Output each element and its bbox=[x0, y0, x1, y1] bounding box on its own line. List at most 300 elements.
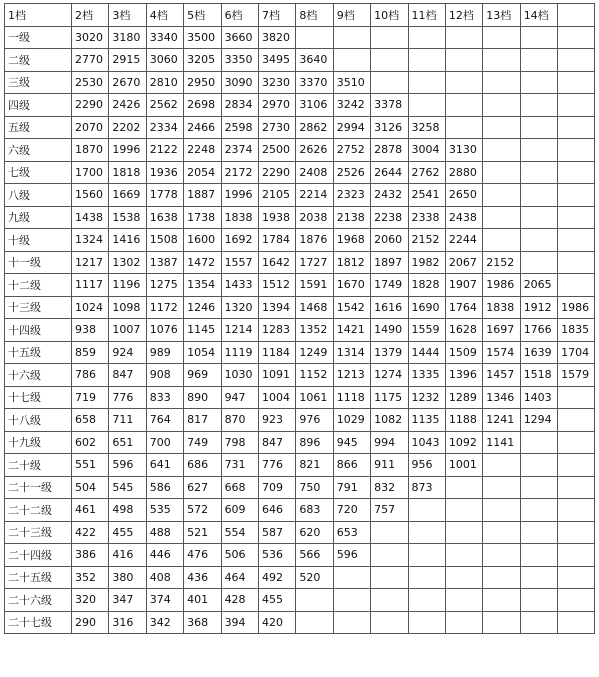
table-cell: 596 bbox=[109, 454, 146, 477]
table-cell: 2880 bbox=[445, 161, 482, 184]
table-cell: 1135 bbox=[408, 409, 445, 432]
table-cell: 1600 bbox=[184, 229, 221, 252]
table-cell bbox=[520, 431, 557, 454]
table-cell: 1876 bbox=[296, 229, 333, 252]
header-cell: 5档 bbox=[184, 4, 221, 27]
table-cell bbox=[483, 454, 520, 477]
table-cell: 2862 bbox=[296, 116, 333, 139]
table-cell bbox=[520, 589, 557, 612]
table-cell bbox=[483, 161, 520, 184]
table-cell bbox=[408, 544, 445, 567]
table-cell: 3378 bbox=[371, 94, 408, 117]
table-row bbox=[5, 454, 595, 477]
table-cell: 1669 bbox=[109, 184, 146, 207]
table-cell: 1354 bbox=[184, 274, 221, 297]
table-cell: 408 bbox=[146, 566, 183, 589]
table-cell bbox=[520, 49, 557, 72]
table-cell: 587 bbox=[258, 521, 295, 544]
header-cell: 11档 bbox=[408, 4, 445, 27]
table-cell: 1324 bbox=[72, 229, 109, 252]
table-row bbox=[5, 611, 595, 634]
table-cell bbox=[483, 499, 520, 522]
table-cell: 873 bbox=[408, 476, 445, 499]
table-cell bbox=[520, 161, 557, 184]
grade-label: 十二级 bbox=[5, 274, 72, 297]
table-row bbox=[5, 476, 595, 499]
table-cell: 1835 bbox=[558, 319, 595, 342]
table-cell: 3180 bbox=[109, 26, 146, 49]
table-row bbox=[5, 589, 595, 612]
table-cell: 1638 bbox=[146, 206, 183, 229]
table-cell: 956 bbox=[408, 454, 445, 477]
table-cell: 1509 bbox=[445, 341, 482, 364]
table-cell: 2950 bbox=[184, 71, 221, 94]
table-cell: 908 bbox=[146, 364, 183, 387]
table-cell: 498 bbox=[109, 499, 146, 522]
table-cell bbox=[296, 589, 333, 612]
table-row bbox=[5, 409, 595, 432]
table-cell: 2562 bbox=[146, 94, 183, 117]
table-cell bbox=[558, 611, 595, 634]
table-cell: 1294 bbox=[520, 409, 557, 432]
table-cell bbox=[333, 589, 370, 612]
table-cell: 719 bbox=[72, 386, 109, 409]
table-cell: 464 bbox=[221, 566, 258, 589]
table-cell: 476 bbox=[184, 544, 221, 567]
table-cell: 1007 bbox=[109, 319, 146, 342]
table-cell: 3242 bbox=[333, 94, 370, 117]
table-cell: 870 bbox=[221, 409, 258, 432]
table-row bbox=[5, 364, 595, 387]
table-cell: 1030 bbox=[221, 364, 258, 387]
table-cell bbox=[483, 139, 520, 162]
grade-label: 十八级 bbox=[5, 409, 72, 432]
grade-label: 三级 bbox=[5, 71, 72, 94]
table-cell: 731 bbox=[221, 454, 258, 477]
table-row bbox=[5, 521, 595, 544]
table-cell: 2432 bbox=[371, 184, 408, 207]
table-cell bbox=[296, 611, 333, 634]
table-cell bbox=[558, 71, 595, 94]
table-cell: 646 bbox=[258, 499, 295, 522]
table-cell: 1616 bbox=[371, 296, 408, 319]
table-cell: 938 bbox=[72, 319, 109, 342]
table-cell: 1175 bbox=[371, 386, 408, 409]
table-cell bbox=[520, 476, 557, 499]
table-cell: 394 bbox=[221, 611, 258, 634]
table-cell: 1403 bbox=[520, 386, 557, 409]
table-cell: 2915 bbox=[109, 49, 146, 72]
table-cell: 320 bbox=[72, 589, 109, 612]
grade-label: 十级 bbox=[5, 229, 72, 252]
table-row bbox=[5, 296, 595, 319]
table-cell: 859 bbox=[72, 341, 109, 364]
table-cell: 989 bbox=[146, 341, 183, 364]
table-cell bbox=[408, 566, 445, 589]
table-cell: 1043 bbox=[408, 431, 445, 454]
table-cell: 1542 bbox=[333, 296, 370, 319]
table-cell: 750 bbox=[296, 476, 333, 499]
table-cell bbox=[445, 544, 482, 567]
table-cell: 1912 bbox=[520, 296, 557, 319]
table-cell: 488 bbox=[146, 521, 183, 544]
table-cell: 1196 bbox=[109, 274, 146, 297]
grade-label: 二十五级 bbox=[5, 566, 72, 589]
table-cell: 342 bbox=[146, 611, 183, 634]
table-cell: 1054 bbox=[184, 341, 221, 364]
table-cell bbox=[520, 94, 557, 117]
table-cell: 2323 bbox=[333, 184, 370, 207]
table-cell bbox=[408, 49, 445, 72]
table-cell bbox=[558, 499, 595, 522]
table-cell bbox=[333, 566, 370, 589]
table-cell: 683 bbox=[296, 499, 333, 522]
table-cell: 3004 bbox=[408, 139, 445, 162]
table-cell: 3495 bbox=[258, 49, 295, 72]
table-cell bbox=[445, 26, 482, 49]
table-cell bbox=[371, 566, 408, 589]
table-cell bbox=[408, 499, 445, 522]
table-cell: 641 bbox=[146, 454, 183, 477]
table-cell: 1283 bbox=[258, 319, 295, 342]
table-cell: 1217 bbox=[72, 251, 109, 274]
table-cell bbox=[483, 476, 520, 499]
table-row bbox=[5, 544, 595, 567]
table-cell: 2752 bbox=[333, 139, 370, 162]
table-cell: 1118 bbox=[333, 386, 370, 409]
header-cell: 2档 bbox=[72, 4, 109, 27]
salary-grade-table bbox=[4, 3, 595, 634]
table-row bbox=[5, 274, 595, 297]
table-cell bbox=[371, 71, 408, 94]
table-cell: 1670 bbox=[333, 274, 370, 297]
table-cell: 1172 bbox=[146, 296, 183, 319]
table-cell: 1938 bbox=[258, 206, 295, 229]
grade-label: 十四级 bbox=[5, 319, 72, 342]
header-cell: 7档 bbox=[258, 4, 295, 27]
table-cell: 3126 bbox=[371, 116, 408, 139]
table-cell: 1241 bbox=[483, 409, 520, 432]
table-cell bbox=[520, 544, 557, 567]
table-cell: 2038 bbox=[296, 206, 333, 229]
table-cell bbox=[371, 26, 408, 49]
table-cell bbox=[408, 521, 445, 544]
table-cell: 1738 bbox=[184, 206, 221, 229]
table-cell: 1335 bbox=[408, 364, 445, 387]
table-cell: 506 bbox=[221, 544, 258, 567]
table-cell: 1396 bbox=[445, 364, 482, 387]
table-cell: 2408 bbox=[296, 161, 333, 184]
table-cell: 1061 bbox=[296, 386, 333, 409]
table-cell: 521 bbox=[184, 521, 221, 544]
grade-label: 二十七级 bbox=[5, 611, 72, 634]
table-cell: 2248 bbox=[184, 139, 221, 162]
table-cell: 2070 bbox=[72, 116, 109, 139]
table-cell: 3820 bbox=[258, 26, 295, 49]
table-cell: 572 bbox=[184, 499, 221, 522]
table-cell: 1818 bbox=[109, 161, 146, 184]
table-cell: 1812 bbox=[333, 251, 370, 274]
table-cell: 3205 bbox=[184, 49, 221, 72]
table-cell: 290 bbox=[72, 611, 109, 634]
table-cell bbox=[558, 26, 595, 49]
table-cell: 352 bbox=[72, 566, 109, 589]
table-cell bbox=[520, 116, 557, 139]
table-cell: 2626 bbox=[296, 139, 333, 162]
table-cell: 1457 bbox=[483, 364, 520, 387]
table-cell: 1275 bbox=[146, 274, 183, 297]
table-cell: 1574 bbox=[483, 341, 520, 364]
table-cell: 1996 bbox=[221, 184, 258, 207]
table-cell: 1091 bbox=[258, 364, 295, 387]
table-cell: 2338 bbox=[408, 206, 445, 229]
table-cell: 2698 bbox=[184, 94, 221, 117]
table-cell bbox=[371, 589, 408, 612]
table-cell bbox=[445, 499, 482, 522]
table-cell: 461 bbox=[72, 499, 109, 522]
table-cell bbox=[483, 521, 520, 544]
table-cell: 535 bbox=[146, 499, 183, 522]
table-cell: 1560 bbox=[72, 184, 109, 207]
header-cell: 8档 bbox=[296, 4, 333, 27]
table-cell: 1986 bbox=[483, 274, 520, 297]
table-cell: 1213 bbox=[333, 364, 370, 387]
table-cell bbox=[483, 229, 520, 252]
table-cell bbox=[520, 71, 557, 94]
table-cell: 554 bbox=[221, 521, 258, 544]
table-cell bbox=[558, 454, 595, 477]
table-cell: 2670 bbox=[109, 71, 146, 94]
table-cell: 2334 bbox=[146, 116, 183, 139]
table-cell: 2644 bbox=[371, 161, 408, 184]
table-cell: 3230 bbox=[258, 71, 295, 94]
table-cell: 1936 bbox=[146, 161, 183, 184]
table-cell: 1092 bbox=[445, 431, 482, 454]
table-cell: 3500 bbox=[184, 26, 221, 49]
table-cell: 602 bbox=[72, 431, 109, 454]
table-cell bbox=[408, 94, 445, 117]
table-cell: 1387 bbox=[146, 251, 183, 274]
table-cell: 1968 bbox=[333, 229, 370, 252]
table-cell: 947 bbox=[221, 386, 258, 409]
table-cell bbox=[445, 116, 482, 139]
table-cell: 1082 bbox=[371, 409, 408, 432]
table-row bbox=[5, 431, 595, 454]
table-cell: 2105 bbox=[258, 184, 295, 207]
table-cell: 2500 bbox=[258, 139, 295, 162]
table-cell: 2598 bbox=[221, 116, 258, 139]
header-cell: 6档 bbox=[221, 4, 258, 27]
table-cell: 436 bbox=[184, 566, 221, 589]
table-cell bbox=[558, 521, 595, 544]
table-cell: 686 bbox=[184, 454, 221, 477]
grade-label: 二十三级 bbox=[5, 521, 72, 544]
table-cell bbox=[408, 589, 445, 612]
table-cell: 653 bbox=[333, 521, 370, 544]
table-cell: 1828 bbox=[408, 274, 445, 297]
table-cell: 2541 bbox=[408, 184, 445, 207]
header-cell: 14档 bbox=[520, 4, 557, 27]
table-cell bbox=[483, 544, 520, 567]
grade-label: 十九级 bbox=[5, 431, 72, 454]
table-cell: 3340 bbox=[146, 26, 183, 49]
table-cell bbox=[408, 26, 445, 49]
table-cell bbox=[520, 454, 557, 477]
table-cell bbox=[483, 566, 520, 589]
table-cell: 374 bbox=[146, 589, 183, 612]
table-cell: 1559 bbox=[408, 319, 445, 342]
table-cell: 1232 bbox=[408, 386, 445, 409]
table-cell: 786 bbox=[72, 364, 109, 387]
table-cell: 2152 bbox=[408, 229, 445, 252]
header-cell-first: 1档 bbox=[5, 4, 72, 27]
grade-label: 二十六级 bbox=[5, 589, 72, 612]
table-cell: 658 bbox=[72, 409, 109, 432]
table-cell: 3370 bbox=[296, 71, 333, 94]
grade-label: 十六级 bbox=[5, 364, 72, 387]
table-cell: 401 bbox=[184, 589, 221, 612]
table-cell: 2244 bbox=[445, 229, 482, 252]
table-cell: 1379 bbox=[371, 341, 408, 364]
table-cell bbox=[445, 566, 482, 589]
table-cell: 368 bbox=[184, 611, 221, 634]
table-cell bbox=[445, 521, 482, 544]
grade-label: 四级 bbox=[5, 94, 72, 117]
table-cell: 596 bbox=[333, 544, 370, 567]
table-cell: 2466 bbox=[184, 116, 221, 139]
table-cell: 1697 bbox=[483, 319, 520, 342]
table-cell: 817 bbox=[184, 409, 221, 432]
table-cell: 1004 bbox=[258, 386, 295, 409]
table-cell: 2065 bbox=[520, 274, 557, 297]
table-cell: 416 bbox=[109, 544, 146, 567]
table-cell: 994 bbox=[371, 431, 408, 454]
table-cell bbox=[520, 139, 557, 162]
table-cell: 2152 bbox=[483, 251, 520, 274]
table-cell: 1982 bbox=[408, 251, 445, 274]
table-cell: 1628 bbox=[445, 319, 482, 342]
table-cell: 2530 bbox=[72, 71, 109, 94]
table-cell: 1472 bbox=[184, 251, 221, 274]
table-cell bbox=[333, 49, 370, 72]
table-cell: 1591 bbox=[296, 274, 333, 297]
table-cell: 1508 bbox=[146, 229, 183, 252]
table-cell: 1214 bbox=[221, 319, 258, 342]
table-row bbox=[5, 161, 595, 184]
table-cell: 1024 bbox=[72, 296, 109, 319]
table-cell bbox=[371, 49, 408, 72]
table-cell bbox=[520, 521, 557, 544]
grade-label: 十七级 bbox=[5, 386, 72, 409]
table-cell: 566 bbox=[296, 544, 333, 567]
table-row bbox=[5, 139, 595, 162]
table-cell bbox=[558, 251, 595, 274]
table-cell: 700 bbox=[146, 431, 183, 454]
grade-label: 一级 bbox=[5, 26, 72, 49]
table-cell: 386 bbox=[72, 544, 109, 567]
table-cell bbox=[558, 409, 595, 432]
table-cell bbox=[558, 476, 595, 499]
table-cell: 3020 bbox=[72, 26, 109, 49]
table-cell bbox=[408, 71, 445, 94]
table-cell: 976 bbox=[296, 409, 333, 432]
table-cell bbox=[520, 611, 557, 634]
table-cell: 1778 bbox=[146, 184, 183, 207]
table-cell: 1438 bbox=[72, 206, 109, 229]
table-cell: 2426 bbox=[109, 94, 146, 117]
header-cell: 9档 bbox=[333, 4, 370, 27]
table-cell: 2834 bbox=[221, 94, 258, 117]
table-cell: 620 bbox=[296, 521, 333, 544]
table-cell: 2238 bbox=[371, 206, 408, 229]
table-cell: 347 bbox=[109, 589, 146, 612]
table-cell bbox=[520, 229, 557, 252]
table-cell bbox=[558, 544, 595, 567]
table-cell: 2730 bbox=[258, 116, 295, 139]
table-cell: 2878 bbox=[371, 139, 408, 162]
table-row bbox=[5, 251, 595, 274]
table-cell: 791 bbox=[333, 476, 370, 499]
table-cell: 847 bbox=[109, 364, 146, 387]
table-cell bbox=[483, 206, 520, 229]
table-cell bbox=[445, 71, 482, 94]
table-cell bbox=[483, 94, 520, 117]
table-cell bbox=[445, 589, 482, 612]
table-cell: 3130 bbox=[445, 139, 482, 162]
header-cell: 13档 bbox=[483, 4, 520, 27]
header-cell: 10档 bbox=[371, 4, 408, 27]
table-cell: 1700 bbox=[72, 161, 109, 184]
header-cell: 3档 bbox=[109, 4, 146, 27]
table-cell: 1727 bbox=[296, 251, 333, 274]
table-cell: 1749 bbox=[371, 274, 408, 297]
table-cell: 2810 bbox=[146, 71, 183, 94]
table-cell: 545 bbox=[109, 476, 146, 499]
table-cell: 1907 bbox=[445, 274, 482, 297]
table-cell bbox=[483, 49, 520, 72]
table-cell: 1188 bbox=[445, 409, 482, 432]
table-cell: 1394 bbox=[258, 296, 295, 319]
table-cell: 911 bbox=[371, 454, 408, 477]
table-cell bbox=[558, 49, 595, 72]
table-cell bbox=[558, 206, 595, 229]
table-cell: 1986 bbox=[558, 296, 595, 319]
table-cell: 711 bbox=[109, 409, 146, 432]
header-row bbox=[5, 4, 595, 27]
table-cell: 1512 bbox=[258, 274, 295, 297]
table-cell bbox=[483, 26, 520, 49]
table-cell: 3106 bbox=[296, 94, 333, 117]
table-cell bbox=[558, 229, 595, 252]
table-cell: 1870 bbox=[72, 139, 109, 162]
table-cell bbox=[558, 184, 595, 207]
grade-label: 二级 bbox=[5, 49, 72, 72]
table-cell: 1098 bbox=[109, 296, 146, 319]
table-cell: 536 bbox=[258, 544, 295, 567]
grade-label: 六级 bbox=[5, 139, 72, 162]
table-cell: 1289 bbox=[445, 386, 482, 409]
table-cell: 3510 bbox=[333, 71, 370, 94]
table-cell: 1538 bbox=[109, 206, 146, 229]
table-cell bbox=[520, 499, 557, 522]
table-row bbox=[5, 499, 595, 522]
table-cell: 1184 bbox=[258, 341, 295, 364]
table-cell: 1416 bbox=[109, 229, 146, 252]
table-cell: 1996 bbox=[109, 139, 146, 162]
table-cell: 2067 bbox=[445, 251, 482, 274]
table-cell: 776 bbox=[109, 386, 146, 409]
table-cell: 1766 bbox=[520, 319, 557, 342]
